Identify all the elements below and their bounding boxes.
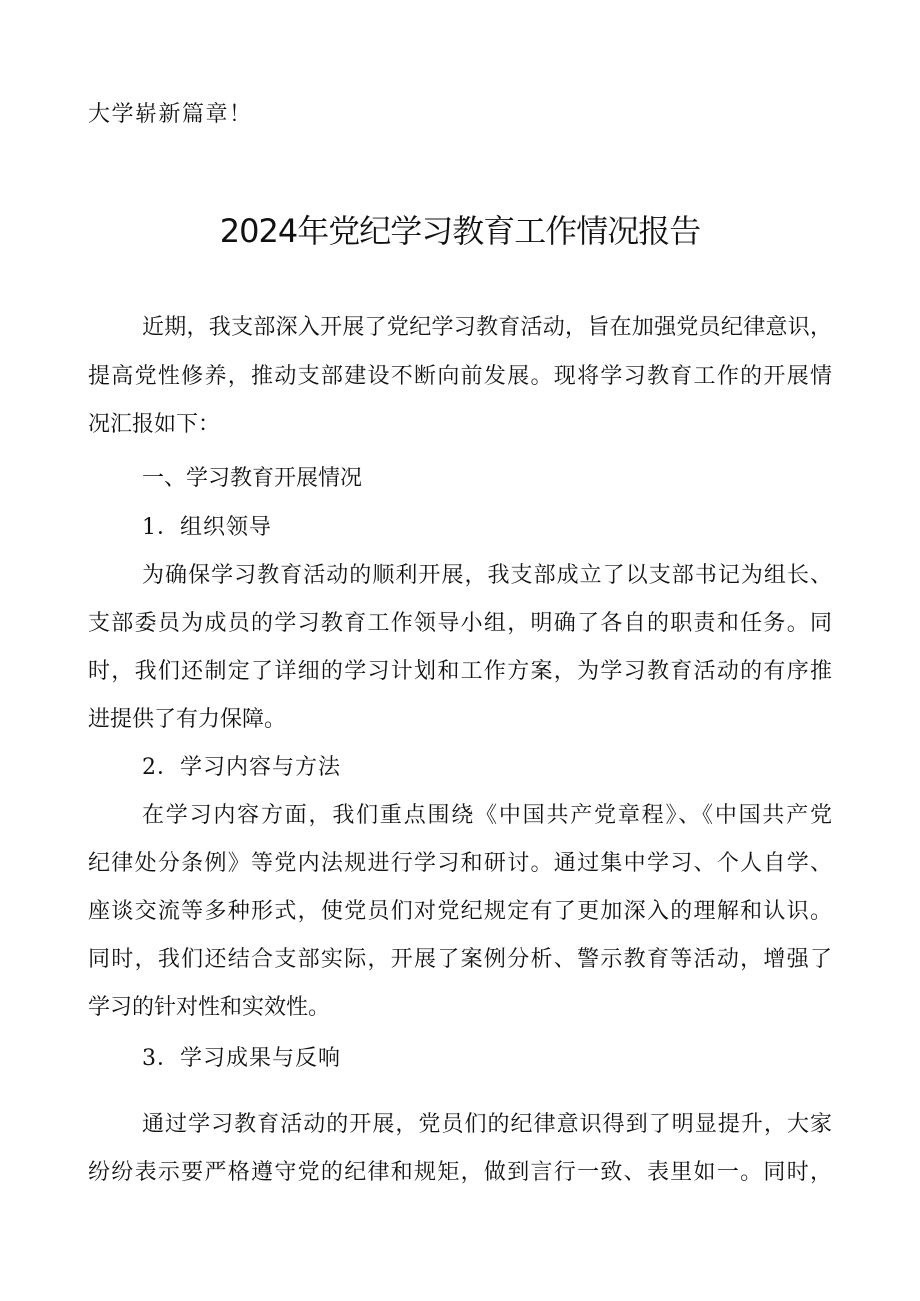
item-3-line-2: 纷纷表示要严格遵守党的纪律和规矩，做到言行一致、表里如一。同时， xyxy=(88,1160,832,1185)
item-2-line-2: 纪律处分条例》等党内法规进行学习和研讨。通过集中学习、个人自学、 xyxy=(88,851,832,876)
intro-line-1: 近期，我支部深入开展了党纪学习教育活动，旨在加强党员纪律意识， xyxy=(142,315,832,340)
item-1-line-1: 为确保学习教育活动的顺利开展，我支部成立了以支部书记为组长、 xyxy=(142,563,832,588)
document-title: 2024年党纪学习教育工作情况报告 xyxy=(219,212,701,250)
section-1-heading: 一、学习教育开展情况 xyxy=(142,466,363,491)
intro-line-2: 提高党性修养，推动支部建设不断向前发展。现将学习教育工作的开展情 xyxy=(88,364,832,389)
item-2-heading: 2．学习内容与方法 xyxy=(142,755,341,780)
item-1-line-2: 支部委员为成员的学习教育工作领导小组，明确了各自的职责和任务。同 xyxy=(88,611,832,636)
item-2-line-4: 同时，我们还结合支部实际，开展了案例分析、警示教育等活动，增强了 xyxy=(88,947,832,972)
item-1-line-3: 时，我们还制定了详细的学习计划和工作方案，为学习教育活动的有序推 xyxy=(88,659,832,684)
item-1-heading: 1．组织领导 xyxy=(142,515,272,540)
item-3-heading: 3．学习成果与反响 xyxy=(142,1046,341,1071)
item-2-line-5: 学习的针对性和实效性。 xyxy=(88,995,331,1020)
item-3-line-1: 通过学习教育活动的开展，党员们的纪律意识得到了明显提升，大家 xyxy=(142,1112,832,1137)
item-2-line-1: 在学习内容方面，我们重点围绕《中国共产党章程》、《中国共产党 xyxy=(142,803,832,828)
carryover-text: 大学崭新篇章！ xyxy=(88,102,253,127)
item-1-line-4: 进提供了有力保障。 xyxy=(88,707,287,732)
intro-line-3: 况汇报如下： xyxy=(88,412,221,437)
item-2-line-3: 座谈交流等多种形式，使党员们对党纪规定有了更加深入的理解和认识。 xyxy=(88,899,832,924)
